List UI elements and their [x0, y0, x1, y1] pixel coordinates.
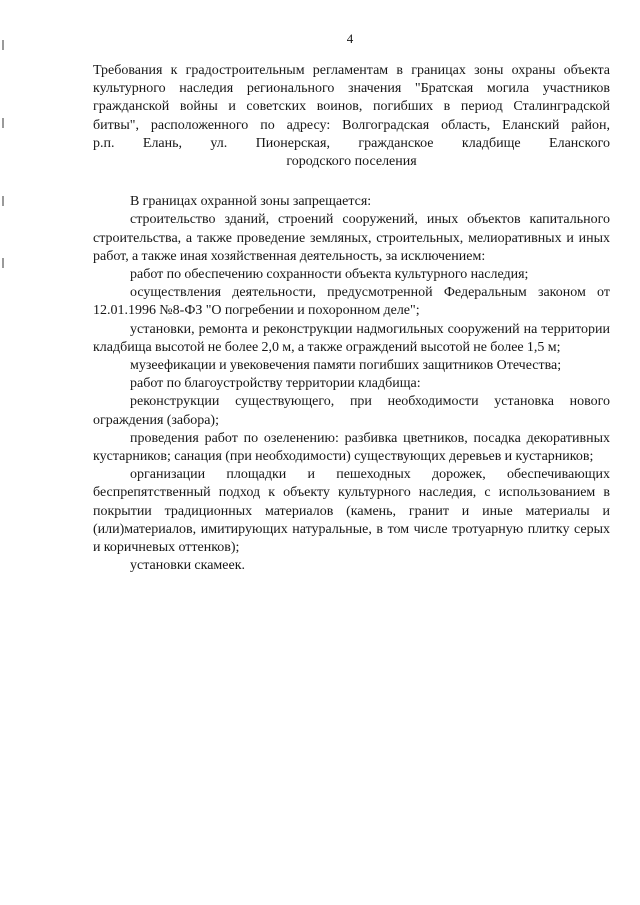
page-number: 4: [346, 31, 354, 46]
paragraph-item: проведения работ по озеленению: разбивка цветников, посадка декоративных кустарников; санация (при необходимости) существующих деревьев и кустарников;: [93, 430, 610, 465]
paragraph-item: установки, ремонта и реконструкции надмогильных сооружений на территории кладбища высотой не более 2,0 м, а также ограждений высотой не более 1,5 м;: [93, 321, 610, 355]
paragraph-item: работ по благоустройству территории кладбища:: [130, 376, 421, 392]
paragraph-item: организации площадки и пешеходных дорожек, обеспечивающих беспрепятственный подход к объекту культурного наследия, с использованием в покрытии традиционных материалов (камень, гранит и иные материалы и (или)материалов, имитирующих натуральные, в том числе тротуарную плитку серых и коричневых оттенков);: [93, 467, 610, 556]
title-line: битвы", расположенного по адресу: Волгоградская область, Еланский район,: [93, 117, 610, 133]
paragraph-item: установки скамеек.: [130, 558, 246, 574]
document-title: [93, 62, 610, 171]
title-line: р.п. Елань, ул. Пионерская, гражданское кладбище Еланского: [93, 135, 610, 151]
title-line: культурного наследия регионального значения "Братская могила участников: [93, 81, 610, 97]
paragraph-intro: В границах охранной зоны запрещается:: [130, 194, 372, 210]
paragraph-prohibition: строительство зданий, строений сооружений, иных объектов капитального строительства, а также проведение земляных, строительных, мелиоративных и иных работ, а также иная хозяйственная деятельность, за исключением:: [93, 212, 610, 264]
scan-margin-marks: [2, 0, 5, 905]
paragraph-item: работ по обеспечению сохранности объекта культурного наследия;: [130, 267, 529, 283]
title-line: городского поселения: [286, 154, 417, 170]
title-line: Требования к градостроительным регламентам в границах зоны охраны объекта: [93, 63, 610, 78]
paragraph-item: музеефикации и увековечения памяти погибших защитников Отечества;: [130, 358, 562, 374]
document-body: [93, 62, 610, 575]
title-line: гражданской войны и советских воинов, погибших в период Сталинградской: [93, 99, 610, 115]
paragraph-item: осуществления деятельности, предусмотренной Федеральным законом от 12.01.1996 №8-ФЗ "О погребении и похоронном деле";: [93, 285, 610, 319]
paragraph-item: реконструкции существующего, при необходимости установка нового ограждения (забора);: [93, 394, 610, 428]
requirements-text: [93, 193, 610, 575]
